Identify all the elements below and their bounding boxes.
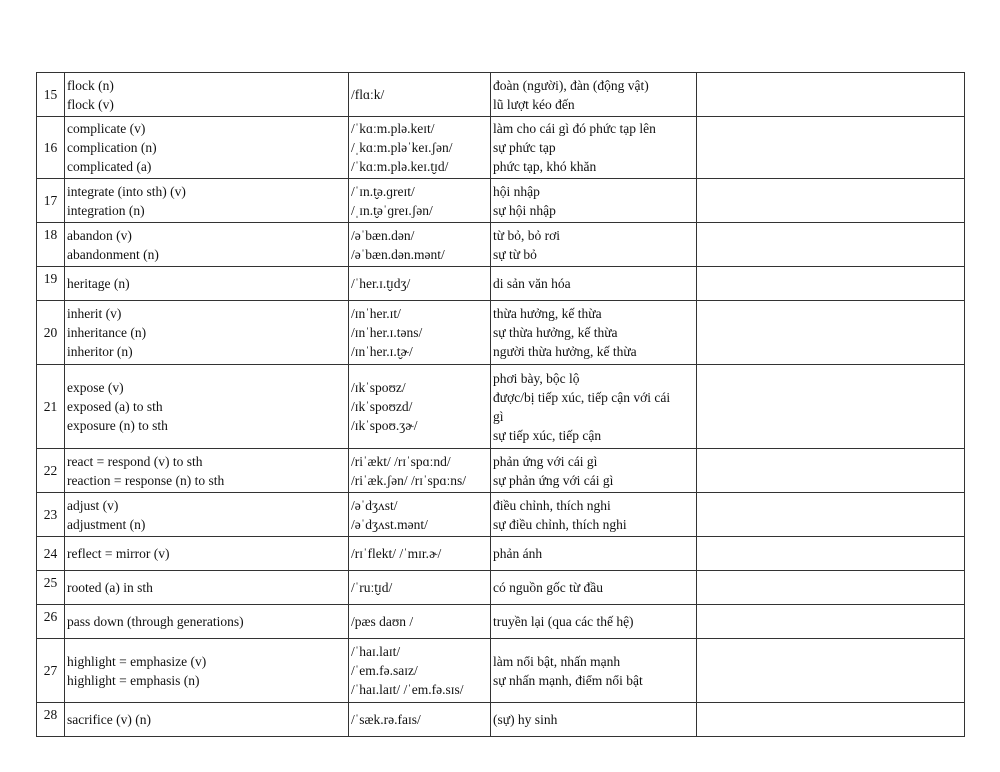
table-row (37, 639, 965, 703)
meaning-line: truyền lại (qua các thế hệ) (493, 614, 634, 629)
note-cell (697, 605, 965, 639)
meaning-cell (491, 703, 697, 737)
row-number: 26 (37, 605, 65, 639)
pronunciation-line: /əˈbæn.dən.mənt/ (351, 246, 445, 262)
row-number: 24 (37, 537, 65, 571)
meaning-cell (491, 267, 697, 301)
pronunciation-line: /ˌɪn.t̬əˈɡreɪ.ʃən/ (351, 202, 433, 218)
word-line: heritage (n) (67, 276, 130, 291)
pronunciation-cell (349, 449, 491, 493)
word-line: react = respond (v) to sth (67, 453, 203, 469)
word-line: flock (v) (67, 96, 114, 112)
pronunciation-line: /ˈher.ɪ.t̬ɪdʒ/ (351, 276, 411, 291)
word-line: adjustment (n) (67, 516, 146, 532)
meaning-cell (491, 73, 697, 117)
meaning-cell (491, 223, 697, 267)
meaning-line: làm nổi bật, nhấn mạnh (493, 653, 621, 669)
table-row (37, 571, 965, 605)
note-cell (697, 537, 965, 571)
pronunciation-cell (349, 117, 491, 179)
row-number: 18 (37, 223, 65, 267)
pronunciation-line: /ɪkˈspoʊ.ʒɚ/ (351, 418, 418, 433)
word-line: complicate (v) (67, 121, 146, 136)
meaning-cell (491, 449, 697, 493)
word-cell (65, 571, 349, 605)
table-row (37, 537, 965, 571)
table-row (37, 73, 965, 117)
word-line: expose (v) (67, 380, 124, 395)
pronunciation-line: /ɪnˈher.ɪ.t̬ɚ/ (351, 344, 413, 359)
word-cell (65, 179, 349, 223)
word-line: sacrifice (v) (n) (67, 712, 151, 727)
pronunciation-line: /ˈem.fə.saɪz/ (351, 663, 418, 678)
note-cell (697, 639, 965, 703)
word-cell (65, 537, 349, 571)
word-line: complication (n) (67, 140, 157, 155)
pronunciation-cell (349, 179, 491, 223)
row-number: 19 (37, 267, 65, 301)
table-row (37, 223, 965, 267)
meaning-line: di sản văn hóa (493, 276, 571, 291)
word-line: pass down (through generations) (67, 614, 244, 629)
word-cell (65, 73, 349, 117)
table-row (37, 449, 965, 493)
pronunciation-line: /ˈsæk.rə.faɪs/ (351, 712, 421, 727)
pronunciation-cell (349, 267, 491, 301)
word-line: complicated (a) (67, 159, 152, 174)
meaning-line: sự phức tạp (493, 140, 556, 155)
word-line: inheritor (n) (67, 344, 133, 359)
word-line: abandon (v) (67, 227, 132, 243)
pronunciation-cell (349, 639, 491, 703)
row-number: 28 (37, 703, 65, 737)
note-cell (697, 179, 965, 223)
meaning-cell (491, 365, 697, 449)
word-line: reflect = mirror (v) (67, 546, 170, 561)
meaning-line: người thừa hưởng, kế thừa (493, 344, 637, 359)
pronunciation-line: /rɪˈflekt/ /ˈmɪr.ɚ/ (351, 546, 442, 561)
pronunciation-line: /əˈdʒʌst/ (351, 497, 398, 513)
pronunciation-cell (349, 223, 491, 267)
row-number: 16 (37, 117, 65, 179)
pronunciation-line: /ɪnˈher.ɪt/ (351, 306, 401, 321)
meaning-line: sự thừa hưởng, kế thừa (493, 325, 618, 340)
meaning-line: có nguồn gốc từ đầu (493, 580, 604, 595)
pronunciation-line: /ˈruːt̬ɪd/ (351, 580, 393, 595)
row-number: 23 (37, 493, 65, 537)
pronunciation-cell (349, 605, 491, 639)
pronunciation-line: /pæs daʊn / (351, 614, 414, 629)
meaning-cell (491, 179, 697, 223)
table-row (37, 301, 965, 365)
pronunciation-line: /ˈhaɪ.laɪt/ /ˈem.fə.sɪs/ (351, 682, 464, 697)
row-number: 25 (37, 571, 65, 605)
table-row (37, 179, 965, 223)
pronunciation-line: /əˈbæn.dən/ (351, 227, 415, 243)
row-number: 27 (37, 639, 65, 703)
pronunciation-cell (349, 493, 491, 537)
pronunciation-line: /ˈkɑːm.plə.keɪ.t̬ɪd/ (351, 159, 449, 174)
note-cell (697, 365, 965, 449)
meaning-cell (491, 639, 697, 703)
word-cell (65, 449, 349, 493)
pronunciation-cell (349, 301, 491, 365)
pronunciation-line: /ˌkɑːm.pləˈkeɪ.ʃən/ (351, 140, 453, 155)
pronunciation-cell (349, 571, 491, 605)
pronunciation-line: /ˈhaɪ.laɪt/ (351, 644, 401, 659)
meaning-line: lũ lượt kéo đến (493, 96, 575, 112)
word-cell (65, 117, 349, 179)
pronunciation-cell (349, 73, 491, 117)
vocabulary-table-body (37, 73, 965, 737)
meaning-line: điều chỉnh, thích nghi (493, 497, 611, 513)
pronunciation-line: /flɑːk/ (351, 87, 385, 102)
word-cell (65, 301, 349, 365)
note-cell (697, 493, 965, 537)
word-line: adjust (v) (67, 497, 119, 513)
word-line: inheritance (n) (67, 325, 147, 340)
meaning-line: sự nhấn mạnh, điểm nổi bật (493, 672, 643, 688)
word-line: exposure (n) to sth (67, 418, 168, 433)
row-number: 22 (37, 449, 65, 493)
note-cell (697, 267, 965, 301)
meaning-line: phơi bày, bộc lộ (493, 370, 580, 386)
meaning-line: từ bỏ, bỏ rơi (493, 227, 560, 243)
meaning-line: được/bị tiếp xúc, tiếp cận với cái (493, 389, 671, 405)
pronunciation-cell (349, 537, 491, 571)
table-row (37, 117, 965, 179)
pronunciation-line: /ɪnˈher.ɪ.təns/ (351, 325, 423, 340)
vocabulary-table (36, 72, 965, 737)
word-line: highlight = emphasize (v) (67, 653, 207, 669)
pronunciation-line: /riˈæk.ʃən/ /rɪˈspɑːns/ (351, 472, 467, 488)
meaning-line: gì (493, 408, 504, 424)
meaning-line: phức tạp, khó khăn (493, 159, 597, 174)
note-cell (697, 301, 965, 365)
word-line: integrate (into sth) (v) (67, 183, 186, 199)
word-line: abandonment (n) (67, 246, 159, 262)
meaning-line: sự từ bỏ (493, 246, 537, 262)
word-line: flock (n) (67, 77, 114, 93)
row-number: 15 (37, 73, 65, 117)
word-cell (65, 639, 349, 703)
meaning-line: sự phản ứng với cái gì (493, 472, 614, 488)
word-cell (65, 493, 349, 537)
meaning-line: đoàn (người), đàn (động vật) (493, 77, 649, 93)
pronunciation-cell (349, 365, 491, 449)
word-line: inherit (v) (67, 306, 122, 321)
note-cell (697, 73, 965, 117)
meaning-cell (491, 571, 697, 605)
table-row (37, 493, 965, 537)
note-cell (697, 703, 965, 737)
meaning-cell (491, 605, 697, 639)
meaning-line: phản ánh (493, 546, 543, 561)
table-row (37, 267, 965, 301)
pronunciation-line: /riˈækt/ /rɪˈspɑːnd/ (351, 453, 451, 469)
meaning-cell (491, 301, 697, 365)
table-row (37, 365, 965, 449)
note-cell (697, 449, 965, 493)
table-row (37, 605, 965, 639)
meaning-line: sự hội nhập (493, 202, 556, 218)
note-cell (697, 223, 965, 267)
meaning-cell (491, 117, 697, 179)
word-cell (65, 703, 349, 737)
word-cell (65, 267, 349, 301)
word-line: rooted (a) in sth (67, 580, 153, 595)
row-number: 17 (37, 179, 65, 223)
note-cell (697, 571, 965, 605)
pronunciation-line: /ɪkˈspoʊzd/ (351, 399, 413, 414)
pronunciation-line: /ˈkɑːm.plə.keɪt/ (351, 121, 435, 136)
meaning-line: (sự) hy sinh (493, 712, 558, 727)
meaning-line: hội nhập (493, 183, 540, 199)
word-line: integration (n) (67, 202, 145, 218)
pronunciation-line: /ˈɪn.t̬ə.ɡreɪt/ (351, 183, 415, 199)
word-line: exposed (a) to sth (67, 399, 163, 414)
pronunciation-line: /əˈdʒʌst.mənt/ (351, 516, 428, 532)
pronunciation-cell (349, 703, 491, 737)
meaning-cell (491, 493, 697, 537)
meaning-line: thừa hưởng, kế thừa (493, 306, 602, 321)
row-number: 20 (37, 301, 65, 365)
meaning-line: sự tiếp xúc, tiếp cận (493, 427, 602, 443)
note-cell (697, 117, 965, 179)
word-line: reaction = response (n) to sth (67, 472, 225, 488)
table-row (37, 703, 965, 737)
meaning-line: phản ứng với cái gì (493, 453, 598, 469)
word-cell (65, 365, 349, 449)
row-number: 21 (37, 365, 65, 449)
meaning-line: làm cho cái gì đó phức tạp lên (493, 121, 656, 136)
meaning-cell (491, 537, 697, 571)
meaning-line: sự điều chỉnh, thích nghi (493, 516, 627, 532)
word-cell (65, 223, 349, 267)
word-cell (65, 605, 349, 639)
word-line: highlight = emphasis (n) (67, 672, 200, 688)
pronunciation-line: /ɪkˈspoʊz/ (351, 380, 406, 395)
